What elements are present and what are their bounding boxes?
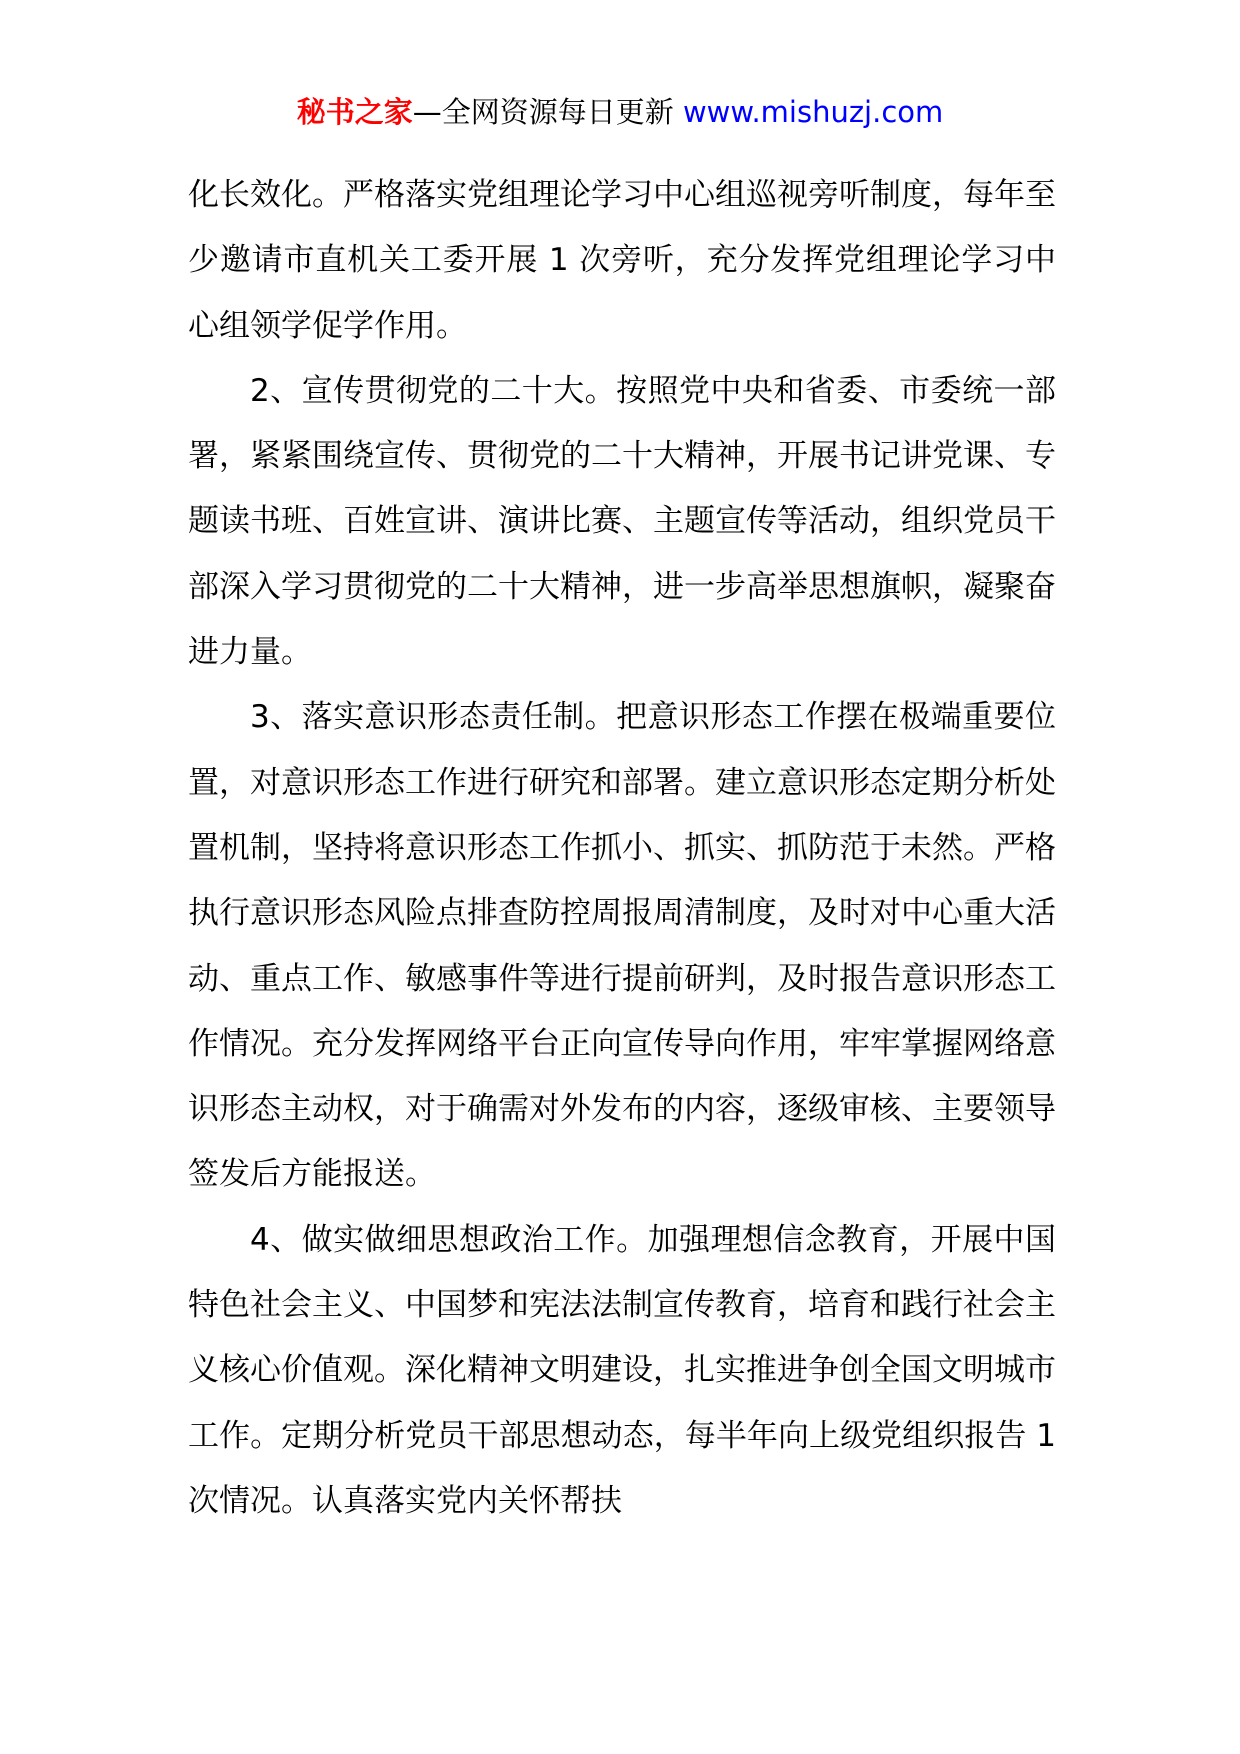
site-url-link[interactable]: www.mishuzj.com [682,95,944,129]
site-tagline: —全网资源每日更新 [412,95,683,129]
document-body [188,163,1056,1534]
paragraph-item-2: 2、宣传贯彻党的二十大。按照党中央和省委、市委统一部署，紧紧围绕宣传、贯彻党的二十大精神，开展书记讲党课、专题读书班、百姓宣讲、演讲比赛、主题宣传等活动，组织党员干部深入学习贯彻党的二十大精神，进一步高举思想旗帜，凝聚奋进力量。 [188,372,1056,671]
paragraph-continuation: 化长效化。严格落实党组理论学习中心组巡视旁听制度，每年至少邀请市直机关工委开展 1 次旁听，充分发挥党组理论学习中心组领学促学作用。 [188,177,1056,344]
paragraph-item-4: 4、做实做细思想政治工作。加强理想信念教育，开展中国特色社会主义、中国梦和宪法法制宣传教育，培育和践行社会主义核心价值观。深化精神文明建设，扎实推进争创全国文明城市工作。定期分析党员干部思想动态，每半年向上级党组织报告 1 次情况。认真落实党内关怀帮扶 [188,1221,1056,1519]
page-header [0,92,1240,132]
site-name: 秘书之家 [296,95,413,129]
paragraph-item-3: 3、落实意识形态责任制。把意识形态工作摆在极端重要位置，对意识形态工作进行研究和部署。建立意识形态定期分析处置机制，坚持将意识形态工作抓小、抓实、抓防范于未然。严格执行意识形态风险点排查防控周报周清制度，及时对中心重大活动、重点工作、敏感事件等进行提前研判，及时报告意识形态工作情况。充分发挥网络平台正向宣传导向作用，牢牢掌握网络意识形态主动权，对于确需对外发布的内容，逐级审核、主要领导签发后方能报送。 [188,699,1056,1193]
